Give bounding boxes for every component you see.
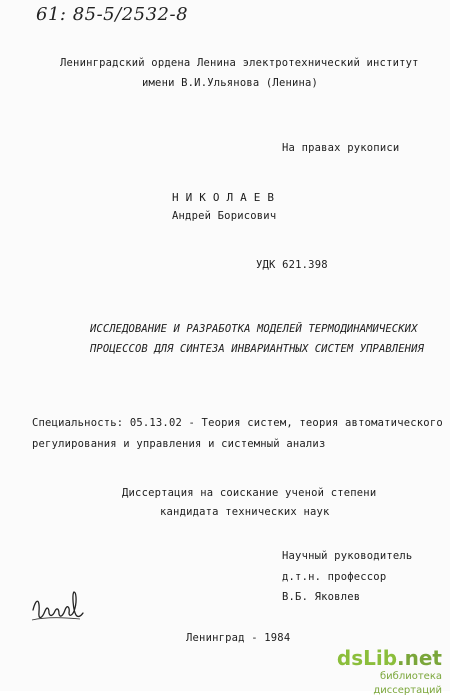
title-line-1: ИССЛЕДОВАНИЕ И РАЗРАБОТКА МОДЕЛЕЙ ТЕРМОДИНАМИЧЕСКИХ bbox=[90, 323, 418, 335]
supervisor-label: Научный руководитель bbox=[282, 550, 413, 562]
specialty-line-2: регулирования и управления и системный анализ bbox=[32, 438, 326, 450]
dslib-subtitle: библиотека диссертаций bbox=[373, 671, 442, 696]
dslib-logo: dsLib.net bbox=[336, 646, 442, 670]
dslib-watermark bbox=[332, 646, 442, 698]
city-year: Ленинград - 1984 bbox=[186, 632, 291, 644]
supervisor-name: В.Б. Яковлев bbox=[282, 591, 361, 603]
institution-line-1: Ленинградский ордена Ленина электротехнический институт bbox=[60, 57, 419, 69]
institution-line-2: имени В.И.Ульянова (Ленина) bbox=[142, 77, 319, 89]
udk-code: УДК 621.398 bbox=[256, 259, 328, 271]
registry-number: 61: 85-5/2532-8 bbox=[36, 4, 189, 25]
specialty-line-1: Специальность: 05.13.02 - Теория систем, теория автоматического bbox=[32, 417, 443, 429]
author-name: Андрей Борисович bbox=[172, 210, 277, 222]
title-line-2: ПРОЦЕССОВ ДЛЯ СИНТЕЗА ИНВАРИАНТНЫХ СИСТЕМ УПРАВЛЕНИЯ bbox=[90, 343, 424, 355]
supervisor-degree: д.т.н. профессор bbox=[282, 571, 387, 583]
handwritten-signature bbox=[30, 586, 86, 626]
dissertation-line-1: Диссертация на соискание ученой степени bbox=[122, 487, 377, 499]
manuscript-note: На правах рукописи bbox=[282, 142, 400, 154]
dissertation-line-2: кандидата технических наук bbox=[160, 506, 330, 518]
author-surname: НИКОЛАЕВ bbox=[172, 191, 281, 204]
